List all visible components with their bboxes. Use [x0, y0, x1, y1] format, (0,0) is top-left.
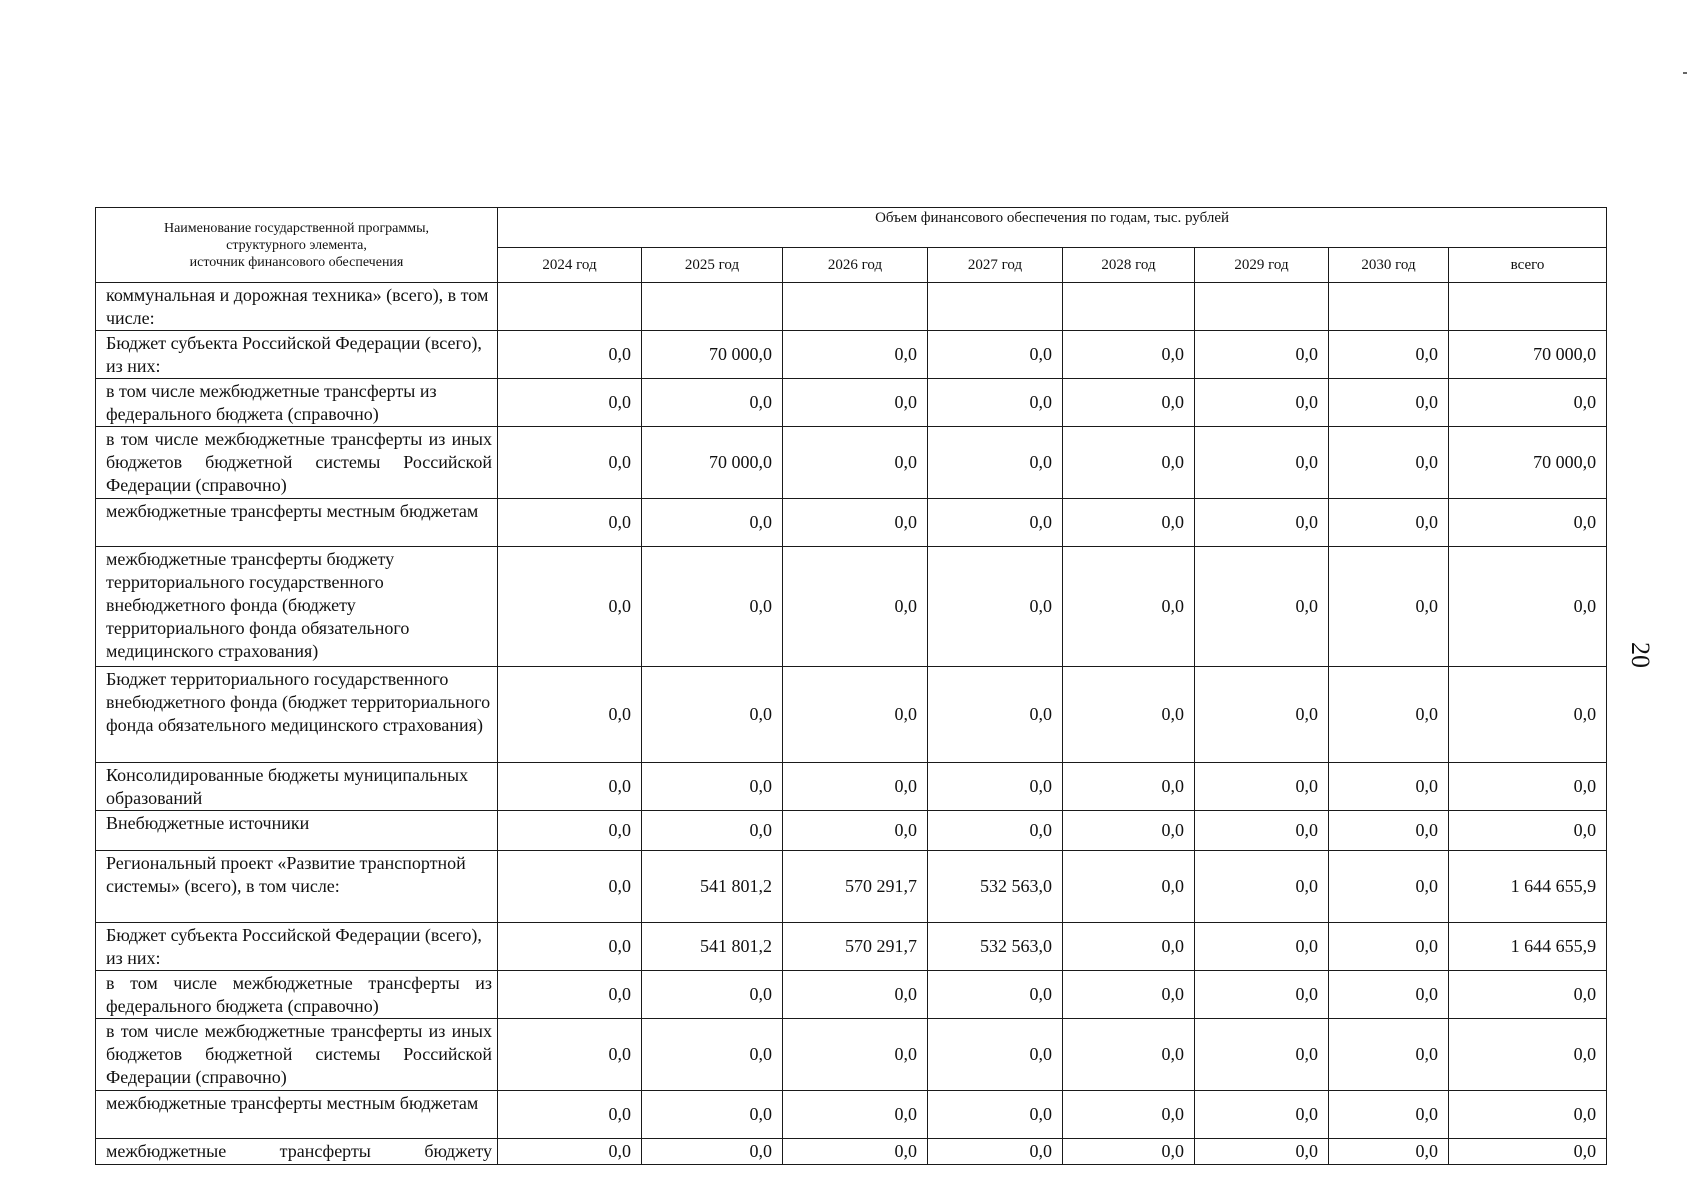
table-row	[96, 811, 1607, 851]
value-cell: 0,0	[928, 547, 1063, 667]
value-cell: 0,0	[642, 811, 783, 851]
financing-table	[95, 207, 1607, 1165]
value-cell: 0,0	[1063, 331, 1195, 379]
value-cell: 0,0	[1329, 923, 1449, 971]
value-cell: 0,0	[1195, 851, 1329, 923]
value-cell: 0,0	[498, 763, 642, 811]
funding-group-header: Объем финансового обеспечения по годам, тыс. рублей	[498, 208, 1607, 248]
value-cell: 0,0	[1063, 547, 1195, 667]
value-cell: 0,0	[1329, 1091, 1449, 1139]
table-row	[96, 851, 1607, 923]
value-cell: 0,0	[928, 331, 1063, 379]
value-cell: 0,0	[1063, 851, 1195, 923]
name-header-line: Наименование государственной программы,	[163, 220, 430, 236]
value-cell: 0,0	[1195, 667, 1329, 763]
value-cell: 0,0	[783, 499, 928, 547]
value-cell: 0,0	[928, 667, 1063, 763]
value-cell: 0,0	[642, 667, 783, 763]
year-header-2026: 2026 год	[783, 248, 928, 283]
value-total: 1 644 655,9	[1449, 851, 1607, 923]
table-row	[96, 1091, 1607, 1139]
value-total: 0,0	[1449, 1139, 1607, 1165]
row-name: Консолидированные бюджеты муниципальных образований	[96, 763, 498, 811]
value-cell: 0,0	[642, 379, 783, 427]
value-cell: 0,0	[498, 1091, 642, 1139]
value-total: 0,0	[1449, 811, 1607, 851]
value-cell: 0,0	[498, 499, 642, 547]
row-name: Бюджет территориального государственного внебюджетного фонда (бюджет территориального фонда обязательного медицинского страхования)	[96, 667, 498, 763]
value-cell: 0,0	[928, 427, 1063, 499]
value-cell: 0,0	[783, 763, 928, 811]
value-total	[1449, 283, 1607, 331]
value-cell: 0,0	[783, 547, 928, 667]
value-cell: 0,0	[1063, 1139, 1195, 1165]
year-header-2027: 2027 год	[928, 248, 1063, 283]
year-header-2025: 2025 год	[642, 248, 783, 283]
value-cell: 0,0	[498, 1019, 642, 1091]
value-cell: 0,0	[928, 1019, 1063, 1091]
value-cell: 0,0	[1195, 331, 1329, 379]
value-cell: 0,0	[498, 1139, 642, 1165]
row-name: в том числе межбюджетные трансферты из иных бюджетов бюджетной системы Российской Федерации (справочно)	[96, 427, 498, 499]
row-name: межбюджетные трансферты местным бюджетам	[96, 499, 498, 547]
table-row	[96, 667, 1607, 763]
value-total: 0,0	[1449, 763, 1607, 811]
value-cell: 0,0	[642, 547, 783, 667]
value-cell: 0,0	[642, 1139, 783, 1165]
value-cell: 0,0	[1063, 763, 1195, 811]
value-cell: 0,0	[1329, 667, 1449, 763]
table-body	[96, 283, 1607, 1165]
value-cell: 0,0	[928, 499, 1063, 547]
year-header-2030: 2030 год	[1329, 248, 1449, 283]
row-name: в том числе межбюджетные трансферты из федерального бюджета (справочно)	[96, 379, 498, 427]
value-total: 0,0	[1449, 667, 1607, 763]
name-header-line: источник финансового обеспечения	[189, 254, 404, 270]
value-cell: 0,0	[642, 763, 783, 811]
row-name: Бюджет субъекта Российской Федерации (всего), из них:	[96, 923, 498, 971]
value-cell: 570 291,7	[783, 851, 928, 923]
value-cell: 0,0	[1063, 1091, 1195, 1139]
value-cell: 0,0	[1329, 851, 1449, 923]
value-cell: 0,0	[1063, 499, 1195, 547]
value-cell: 0,0	[928, 1139, 1063, 1165]
value-cell: 0,0	[783, 331, 928, 379]
name-column-header	[96, 208, 498, 283]
value-total: 0,0	[1449, 547, 1607, 667]
value-cell: 0,0	[783, 1019, 928, 1091]
value-cell: 0,0	[1329, 379, 1449, 427]
value-cell: 0,0	[928, 1091, 1063, 1139]
header-row-top	[96, 208, 1607, 248]
value-cell: 0,0	[1195, 379, 1329, 427]
table-row	[96, 1019, 1607, 1091]
table-row	[96, 923, 1607, 971]
value-cell: 0,0	[1329, 1019, 1449, 1091]
value-cell: 0,0	[1063, 923, 1195, 971]
row-name: межбюджетные трансферты бюджету территориального государственного внебюджетного фонда (бюджету территориального фонда обязательного медицинского страхования)	[96, 547, 498, 667]
value-cell: 0,0	[642, 971, 783, 1019]
year-header-2029: 2029 год	[1195, 248, 1329, 283]
value-cell: 541 801,2	[642, 923, 783, 971]
value-cell: 0,0	[783, 379, 928, 427]
year-header-total: всего	[1449, 248, 1607, 283]
value-cell: 0,0	[498, 851, 642, 923]
value-cell: 0,0	[783, 1139, 928, 1165]
value-cell	[498, 283, 642, 331]
value-cell: 0,0	[498, 427, 642, 499]
value-cell: 0,0	[1195, 1019, 1329, 1091]
value-cell: 0,0	[1329, 763, 1449, 811]
row-name: Бюджет субъекта Российской Федерации (всего), из них:	[96, 331, 498, 379]
value-cell: 570 291,7	[783, 923, 928, 971]
value-cell: 0,0	[928, 971, 1063, 1019]
value-cell	[1329, 283, 1449, 331]
value-cell: 0,0	[1195, 1091, 1329, 1139]
row-name: в том числе межбюджетные трансферты из федерального бюджета (справочно)	[96, 971, 498, 1019]
value-cell: 0,0	[1195, 923, 1329, 971]
value-cell: 0,0	[1195, 811, 1329, 851]
value-cell: 0,0	[642, 499, 783, 547]
table-row	[96, 971, 1607, 1019]
value-cell	[642, 283, 783, 331]
value-total: 70 000,0	[1449, 331, 1607, 379]
value-cell: 0,0	[1063, 811, 1195, 851]
value-cell: 0,0	[783, 811, 928, 851]
value-cell: 0,0	[498, 667, 642, 763]
table-row	[96, 331, 1607, 379]
table-row	[96, 763, 1607, 811]
value-cell: 0,0	[1063, 971, 1195, 1019]
table-row	[96, 547, 1607, 667]
table-row	[96, 283, 1607, 331]
value-total: 0,0	[1449, 1019, 1607, 1091]
value-cell: 0,0	[1195, 1139, 1329, 1165]
value-cell: 0,0	[1063, 1019, 1195, 1091]
value-cell	[928, 283, 1063, 331]
value-cell: 0,0	[1063, 379, 1195, 427]
value-cell: 0,0	[1195, 427, 1329, 499]
row-name: коммунальная и дорожная техника» (всего), в том числе:	[96, 283, 498, 331]
value-total: 0,0	[1449, 971, 1607, 1019]
year-header-2028: 2028 год	[1063, 248, 1195, 283]
row-name: Внебюджетные источники	[96, 811, 498, 851]
value-cell: 0,0	[498, 331, 642, 379]
value-cell: 0,0	[642, 1019, 783, 1091]
value-cell: 0,0	[783, 427, 928, 499]
page-number: 20	[1626, 642, 1655, 668]
scan-mark	[1683, 72, 1687, 74]
value-cell: 0,0	[1195, 499, 1329, 547]
row-name: Региональный проект «Развитие транспортной системы» (всего), в том числе:	[96, 851, 498, 923]
value-cell: 0,0	[783, 1091, 928, 1139]
value-cell: 532 563,0	[928, 923, 1063, 971]
value-total: 0,0	[1449, 379, 1607, 427]
table-row	[96, 379, 1607, 427]
value-cell: 0,0	[1195, 547, 1329, 667]
value-cell: 0,0	[1329, 499, 1449, 547]
value-cell: 0,0	[1329, 971, 1449, 1019]
value-cell: 0,0	[928, 763, 1063, 811]
value-cell: 70 000,0	[642, 427, 783, 499]
table-row	[96, 499, 1607, 547]
value-cell: 541 801,2	[642, 851, 783, 923]
value-cell: 0,0	[1195, 971, 1329, 1019]
value-cell	[783, 283, 928, 331]
value-cell: 532 563,0	[928, 851, 1063, 923]
value-cell: 0,0	[1329, 547, 1449, 667]
value-cell: 0,0	[1329, 427, 1449, 499]
value-cell: 0,0	[1195, 763, 1329, 811]
value-cell: 0,0	[1329, 1139, 1449, 1165]
name-header-line: структурного элемента,	[226, 237, 367, 253]
year-header-2024: 2024 год	[498, 248, 642, 283]
value-cell: 0,0	[498, 379, 642, 427]
value-total: 70 000,0	[1449, 427, 1607, 499]
value-cell	[1195, 283, 1329, 331]
value-cell: 0,0	[642, 1091, 783, 1139]
table-row	[96, 1139, 1607, 1165]
value-cell: 0,0	[928, 811, 1063, 851]
value-cell: 0,0	[1329, 811, 1449, 851]
row-name: в том числе межбюджетные трансферты из иных бюджетов бюджетной системы Российской Федерации (справочно)	[96, 1019, 498, 1091]
value-cell: 0,0	[783, 971, 928, 1019]
value-cell: 0,0	[498, 923, 642, 971]
value-cell: 0,0	[498, 811, 642, 851]
value-cell: 0,0	[783, 667, 928, 763]
value-total: 1 644 655,9	[1449, 923, 1607, 971]
value-cell: 0,0	[1063, 667, 1195, 763]
value-total: 0,0	[1449, 1091, 1607, 1139]
value-cell: 70 000,0	[642, 331, 783, 379]
row-name: межбюджетные трансферты бюджету	[96, 1139, 498, 1165]
row-name: межбюджетные трансферты местным бюджетам	[96, 1091, 498, 1139]
value-cell: 0,0	[1329, 331, 1449, 379]
value-cell	[1063, 283, 1195, 331]
value-cell: 0,0	[1063, 427, 1195, 499]
value-cell: 0,0	[498, 971, 642, 1019]
table-row	[96, 427, 1607, 499]
value-cell: 0,0	[498, 547, 642, 667]
value-cell: 0,0	[928, 379, 1063, 427]
value-total: 0,0	[1449, 499, 1607, 547]
